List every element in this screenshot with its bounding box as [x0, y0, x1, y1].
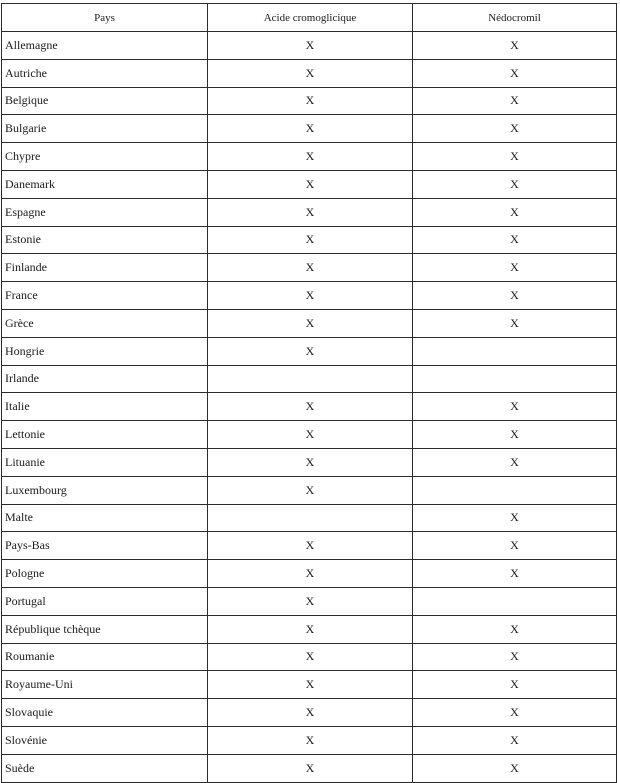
acide-cromoglicique-cell: X [208, 254, 413, 282]
nedocromil-cell: X [413, 226, 617, 254]
nedocromil-cell: X [413, 32, 617, 60]
acide-cromoglicique-cell: X [208, 309, 413, 337]
nedocromil-cell: X [413, 615, 617, 643]
header-pays: Pays [2, 4, 208, 32]
country-cell: Chypre [2, 143, 208, 171]
country-cell: Royaume-Uni [2, 671, 208, 699]
nedocromil-cell: X [413, 143, 617, 171]
table-row [2, 226, 617, 254]
table-row [2, 560, 617, 588]
table-row [2, 198, 617, 226]
country-cell: Irlande [2, 365, 208, 393]
nedocromil-cell: X [413, 726, 617, 754]
table-row [2, 59, 617, 87]
nedocromil-cell: X [413, 393, 617, 421]
table-row [2, 365, 617, 393]
nedocromil-cell [413, 337, 617, 365]
acide-cromoglicique-cell: X [208, 532, 413, 560]
acide-cromoglicique-cell: X [208, 671, 413, 699]
country-cell: Estonie [2, 226, 208, 254]
table-row [2, 476, 617, 504]
table-row [2, 699, 617, 727]
table-row [2, 587, 617, 615]
nedocromil-cell: X [413, 699, 617, 727]
country-cell: Slovénie [2, 726, 208, 754]
nedocromil-cell [413, 587, 617, 615]
acide-cromoglicique-cell: X [208, 170, 413, 198]
country-cell: République tchèque [2, 615, 208, 643]
table-row [2, 615, 617, 643]
table-row [2, 726, 617, 754]
country-cell: Suède [2, 754, 208, 782]
country-cell: Slovaquie [2, 699, 208, 727]
acide-cromoglicique-cell: X [208, 560, 413, 588]
header-nedocromil: Nédocromil [413, 4, 617, 32]
country-cell: Hongrie [2, 337, 208, 365]
nedocromil-cell: X [413, 115, 617, 143]
acide-cromoglicique-cell: X [208, 393, 413, 421]
table-row [2, 115, 617, 143]
country-cell: Pologne [2, 560, 208, 588]
nedocromil-cell: X [413, 282, 617, 310]
acide-cromoglicique-cell: X [208, 615, 413, 643]
country-cell: Allemagne [2, 32, 208, 60]
country-cell: Luxembourg [2, 476, 208, 504]
country-availability-table [1, 3, 617, 783]
country-cell: Portugal [2, 587, 208, 615]
nedocromil-cell: X [413, 254, 617, 282]
table-row [2, 671, 617, 699]
country-cell: Pays-Bas [2, 532, 208, 560]
acide-cromoglicique-cell: X [208, 726, 413, 754]
acide-cromoglicique-cell: X [208, 226, 413, 254]
country-cell: France [2, 282, 208, 310]
nedocromil-cell: X [413, 560, 617, 588]
table-row [2, 504, 617, 532]
country-cell: Finlande [2, 254, 208, 282]
acide-cromoglicique-cell [208, 504, 413, 532]
table-row [2, 448, 617, 476]
table-row [2, 532, 617, 560]
nedocromil-cell: X [413, 448, 617, 476]
country-cell: Lituanie [2, 448, 208, 476]
table-row [2, 143, 617, 171]
nedocromil-cell: X [413, 170, 617, 198]
country-cell: Lettonie [2, 421, 208, 449]
acide-cromoglicique-cell: X [208, 476, 413, 504]
country-cell: Autriche [2, 59, 208, 87]
header-row [2, 4, 617, 32]
acide-cromoglicique-cell: X [208, 32, 413, 60]
table-row [2, 337, 617, 365]
acide-cromoglicique-cell: X [208, 337, 413, 365]
table-row [2, 393, 617, 421]
nedocromil-cell: X [413, 754, 617, 782]
acide-cromoglicique-cell [208, 365, 413, 393]
acide-cromoglicique-cell: X [208, 282, 413, 310]
nedocromil-cell: X [413, 671, 617, 699]
country-cell: Malte [2, 504, 208, 532]
country-cell: Bulgarie [2, 115, 208, 143]
nedocromil-cell [413, 365, 617, 393]
table-row [2, 643, 617, 671]
table-row [2, 282, 617, 310]
country-cell: Italie [2, 393, 208, 421]
nedocromil-cell: X [413, 643, 617, 671]
acide-cromoglicique-cell: X [208, 143, 413, 171]
country-cell: Belgique [2, 87, 208, 115]
acide-cromoglicique-cell: X [208, 643, 413, 671]
acide-cromoglicique-cell: X [208, 448, 413, 476]
acide-cromoglicique-cell: X [208, 115, 413, 143]
table-row [2, 87, 617, 115]
table-row [2, 32, 617, 60]
table-row [2, 254, 617, 282]
acide-cromoglicique-cell: X [208, 754, 413, 782]
acide-cromoglicique-cell: X [208, 87, 413, 115]
table-row [2, 170, 617, 198]
nedocromil-cell [413, 476, 617, 504]
acide-cromoglicique-cell: X [208, 59, 413, 87]
country-cell: Danemark [2, 170, 208, 198]
nedocromil-cell: X [413, 504, 617, 532]
nedocromil-cell: X [413, 421, 617, 449]
acide-cromoglicique-cell: X [208, 198, 413, 226]
header-acide-cromoglicique: Acide cromoglicique [208, 4, 413, 32]
nedocromil-cell: X [413, 309, 617, 337]
nedocromil-cell: X [413, 59, 617, 87]
nedocromil-cell: X [413, 87, 617, 115]
country-cell: Espagne [2, 198, 208, 226]
nedocromil-cell: X [413, 198, 617, 226]
country-cell: Grèce [2, 309, 208, 337]
table-row [2, 754, 617, 782]
table-row [2, 309, 617, 337]
nedocromil-cell: X [413, 532, 617, 560]
country-cell: Roumanie [2, 643, 208, 671]
acide-cromoglicique-cell: X [208, 587, 413, 615]
acide-cromoglicique-cell: X [208, 699, 413, 727]
acide-cromoglicique-cell: X [208, 421, 413, 449]
table-row [2, 421, 617, 449]
